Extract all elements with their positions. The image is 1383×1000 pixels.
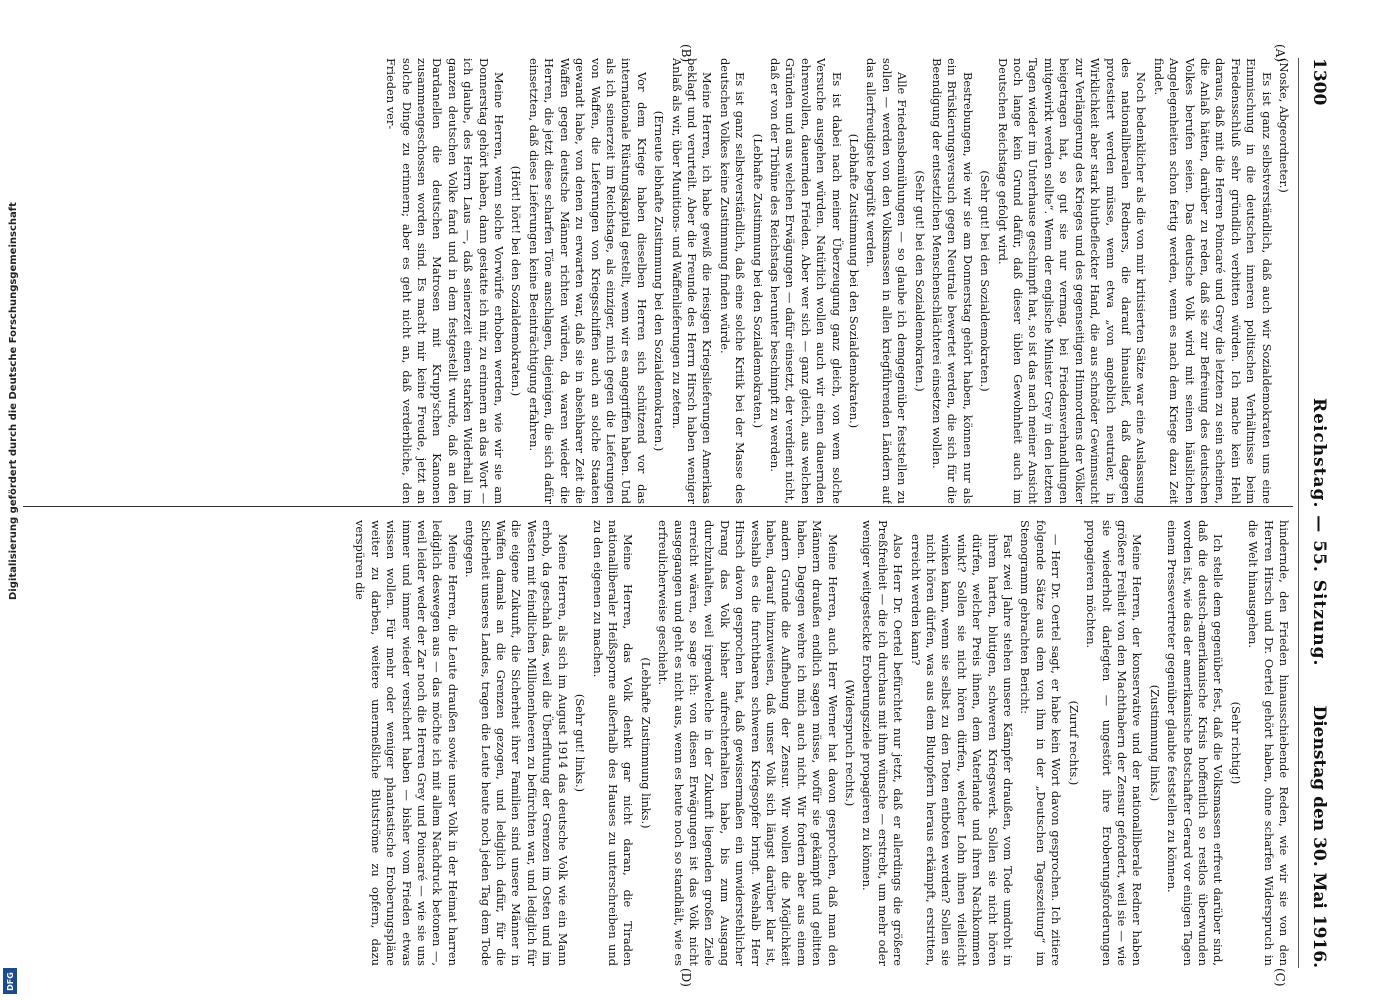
page-number: 1300 [1309, 58, 1329, 106]
session-date: Dienstag den 30. Mai 1916. [1309, 705, 1329, 968]
interjection: (Zuruf rechts.) [1066, 700, 1081, 786]
margin-mark-b: (B) [679, 44, 693, 63]
digitization-credit: Digitalisierung gefördert durch die Deutsche Forschungsgemeinschaft [8, 202, 19, 600]
paragraph: Alle Friedensbemühungen — so glaube ich demgegenüber feststellen zu sollen — werden von den Volksmassen in allen kriegführenden Ländern auf das allerfreudigste begrüßt werden. [864, 58, 910, 504]
interjection: (Sehr gut! links.) [573, 693, 588, 793]
header-rule [1298, 58, 1299, 968]
interjection: (Zustimmung links.) [1147, 684, 1162, 802]
interjection: (Sehr richtig!) [1228, 701, 1243, 785]
paragraph: Meine Herren, ich habe gewiß die riesigen Kriegslieferungen Amerikas beklagt und verurteilt. Aber die Freunde des Herrn Hirsch haben weniger Anlaß als wir, über Munitions- und Waffenlieferungen zu zetern. [669, 58, 715, 504]
paragraph: Ich stelle dem gegenüber fest, daß die Volksmassen erfreut darüber sind, daß die deutsch-amerikanische Krisis hoffentlich so restlos überwunden worden ist, wie das der amerikanische Botschafter Gerard vor einigen Tagen einem Pressevertreter gegenüber glaubte feststellen zu können. [1165, 520, 1226, 966]
interjection: (Widerspruch rechts.) [843, 679, 858, 807]
interjection: (Lebhafte Zustimmung bei den Sozialdemokraten.) [750, 133, 765, 429]
paragraph: Meine Herren, der konservative und der nationalliberale Redner haben größere Freiheit von den Machthabern der Zensur gefordert, weil sie — wie sie wiederholt darlegten — ungestört ihre Eroberungsforderungen propagieren möchten. [1084, 520, 1145, 966]
margin-mark-a: (A) [1273, 44, 1287, 63]
paragraph: Also Herr Dr. Oertel befürchtet nur jetzt, daß er allerdings die größere Preßfreiheit — die ich durchaus mit ihm wünsche — erstrebt, um mehr oder weniger weitgesteckte Eroberungsziele propagieren zu können. [860, 520, 906, 966]
paragraph: hindernde, den Frieden hinausschiebende Reden, wie wir sie von den Herren Hirsch und Dr. Oertel gehört haben, ohne scharfen Widerspruch in die Welt hinausgehen. [1246, 520, 1291, 966]
dfg-logo-text: DFG [5, 971, 15, 991]
paragraph: Noch bedenklicher als die von mir kritisierten Sätze war eine Auslassung des nationalliberalen Redners, die darauf hinauslief, daß dagegen protestiert werden müsse, wenn etwa „von angeblich neutraler, in Wirklichkeit aber stark blutbefleckter Hand, die aus schnöder Gewinnsucht zur Verlängerung des Krieges und des gegenseitigen Hinmordens der Völker beigetragen hat, so gut sie nur vermag, bei Friedensverhandlungen mitgewirkt werden sollte“. Wenn der englische Minister Grey in den letzten Tagen wieder im Unterhause geschimpft hat, so ist das nach meiner Ansicht noch lange kein Grund dafür, daß dieser üblen Gewohnheit auch im Deutschen Reichstage gefolgt wird. [995, 58, 1149, 504]
paragraph: Vor dem Kriege haben dieselben Herren sich schützend vor das internationale Rüstungskapital gestellt, wenn wir es angegriffen haben. Und als ich seinerzeit im Reichstage, als einziger, mich gegen die Lieferungen von Waffen, die Lieferungen von Kriegsschiffen auch an solche Staaten gewandt habe, von denen zu erwarten war, daß sie in absehbarer Zeit die Waffen gegen deutsche Männer richten würden, da waren wieder die Herren, die jetzt diese scharfen Töne anschlagen, diejenigen, die sich dafür einsetzten, daß diese Lieferungen keine Beeinträchtigung erfahren. [526, 58, 649, 504]
paragraph: Meine Herren, auch Herr Werner hat davon gesprochen, daß man den Männern draußen endlich sagen müsse, wofür sie gekämpft und gelitten haben. Dagegen wehre ich mich auch nicht. Wir fordern aber aus einem andern Grunde die Aufhebung der Zensur. Wir wollen die Möglichkeit haben, darauf hinzuweisen, daß unser Volk sich längst darüber klar ist, weshalb es die furchtbaren schweren Kriegsopfer bringt. Weshalb Herr Hirsch davon gesprochen hat, daß gewissermaßen ein unwiderstehlicher Drang das Volk bisher aufrechterhalten habe, bis zum Ausgang durchzuhalten, weil irgendwelche in der Zukunft liegenden großen Ziele erreicht wären, so sage ich: von diesen Erwägungen ist das Volk nicht ausgegangen und geht es nicht aus, wenn es heute noch so standhält, wie es erfreulicherweise geschieht. [656, 520, 840, 966]
interjection: (Sehr gut! bei den Sozialdemokraten.) [912, 170, 927, 392]
paragraph: Bestrebungen, wie wir sie am Donnerstag gehört haben, können nur als ein Brüskierungsversuch gegen Neutrale bewertet werden, die sich für die Beendigung der entsetzlichen Menschenschlächterei einsetzen wollen. [930, 58, 975, 504]
right-column [21, 520, 1291, 966]
paragraph: Es ist ganz selbstverständlich, daß eine solche Kritik bei der Masse des deutschen Volkes keine Zustimmung finden würde. [717, 58, 748, 504]
paragraph: Fast zwei Jahre stehen unsere Kämpfer draußen, vom Tode umdroht in ihrem harten, blutigen, schweren Kriegswerk. Sollen sie nicht hören dürfen, welcher Preis ihnen, dem Vaterlande und ihren Nachkommen winkt? Sollen sie nicht hören dürfen, welcher Lohn ihnen vielleicht winken kann, wenn sie selbst zu den Toten entboten werden? Sollen sie nicht hören dürfen, was aus dem Blutopfern heraus erkämpft, erstritten, erreicht werden kann? [908, 534, 1016, 966]
interjection: (Lebhafte Zustimmung links.) [638, 657, 653, 829]
session-title: Reichstag. — 55. Sitzung. [1309, 398, 1329, 667]
page-header [1301, 58, 1329, 968]
paragraph: Es ist dabei nach meiner Überzeugung ganz gleich, von wem solche Versuche ausgehen würden. Natürlich wollen auch wir einen dauernden ehrenvollen, dauernden Frieden. Aber wer sich — ganz gleich, aus welchen Gründen und aus welchen Erwägungen — dafür einsetzt, der verdient nicht, daß er von der Tribüne des Reichstags herunter beschimpft zu werden. [768, 58, 844, 504]
paragraph: Meine Herren, die Leute draußen sowie unser Volk in der Heimat harren lediglich deswegen aus — das möchte ich mit allem Nachdruck betonen —, weil leider weder der Zar noch die Herren Grey und Poincaré — wie sie uns immer und immer wieder versichert haben — bisher vom Frieden etwas wissen wollen. Für mehr oder weniger phantastische Eroberungspläne weiter zu darben, weitere unermeßliche Blutströme zu opfern, dazu verspüren die [353, 520, 460, 966]
margin-mark-c: (C) [1273, 968, 1287, 987]
interjection: (Erneute lebhafte Zustimmung bei den Sozialdemokraten.) [652, 110, 667, 452]
paragraph: Meine Herren, das Volk denkt gar nicht daran, die Tiraden nationalliberaler Heißsporne außerhalb des Hauses zu unterschreiben und zu den eigenen zu machen. [590, 520, 636, 966]
interjection: (Lebhafte Zustimmung bei den Sozialdemokraten.) [847, 133, 862, 429]
dfg-logo [3, 968, 17, 994]
left-column [21, 58, 1291, 504]
paragraph: — Herr Dr. Oertel sagt, er habe kein Wort davon gesprochen. Ich zitiere folgende Sätze aus dem von ihm in der „Deutschen Tageszeitung“ im Stenogramm gebrachten Bericht: [1018, 520, 1064, 966]
paragraph: Es ist ganz selbstverständlich, daß auch wir Sozialdemokraten uns eine Einmischung in die deutschen inneren politischen Verhältnisse beim Friedensschluß sehr gründlich verbitten würden. Ich mache kein Hehl daraus, daß mit die Herren Poincaré und Grey die letzten zu sein scheinen, die Anlaß hätten, darüber zu reden, daß sie zur Befreiung des deutschen Volkes berufen seien. Das deutsche Volk wird mit seinen häuslichen Angelegenheiten schon fertig werden, wenn es nach dem Kriege dazu Zeit findet. [1151, 58, 1274, 504]
column-divider [23, 506, 1293, 507]
interjection: (Hört! hört! bei den Sozialdemokraten.) [509, 165, 524, 397]
paragraph: (Noske, Abgeordneter.) [1277, 58, 1291, 193]
newspaper-page [3, 0, 1333, 1000]
interjection: (Sehr gut! bei den Sozialdemokraten.) [978, 170, 993, 392]
paragraph: Meine Herren, wenn solche Vorwürfe erhoben werden, wie wir sie am Donnerstag gehört haben, dann gestatte ich mir, zu erinnern an das Wort — ich glaube, des Herrn Laus —, daß seinerzeit einen starken Widerhall im ganzen deutschen Volke fand und in dem festgestellt wurde, daß an den Dardanellen die deutschen Matrosen mit Krupp'schen Kanonen zusammengeschossen worden sind. Es macht mir keine Freude, jetzt an solche Dinge zu erinnern; aber es geht nicht an, daß verderbliche, den Frieden ver- [384, 58, 507, 504]
margin-mark-d: (D) [679, 968, 693, 987]
paragraph: Meine Herren, als sich im August 1914 das deutsche Volk wie ein Mann erhob, da geschah das, weil die Überflutung der Grenzen im Osten und im Westen mit feindlichen Millionenheeren zu befürchten war, und lediglich für die eigene Zukunft, die Sicherheit ihrer Familien sind unsere Männer in Waffen damals an die Grenzen gezogen, und lediglich dafür, für die Sicherheit unseres Landes, tragen die Leute heute noch jeden Tag dem Tode entgegen. [463, 520, 570, 966]
